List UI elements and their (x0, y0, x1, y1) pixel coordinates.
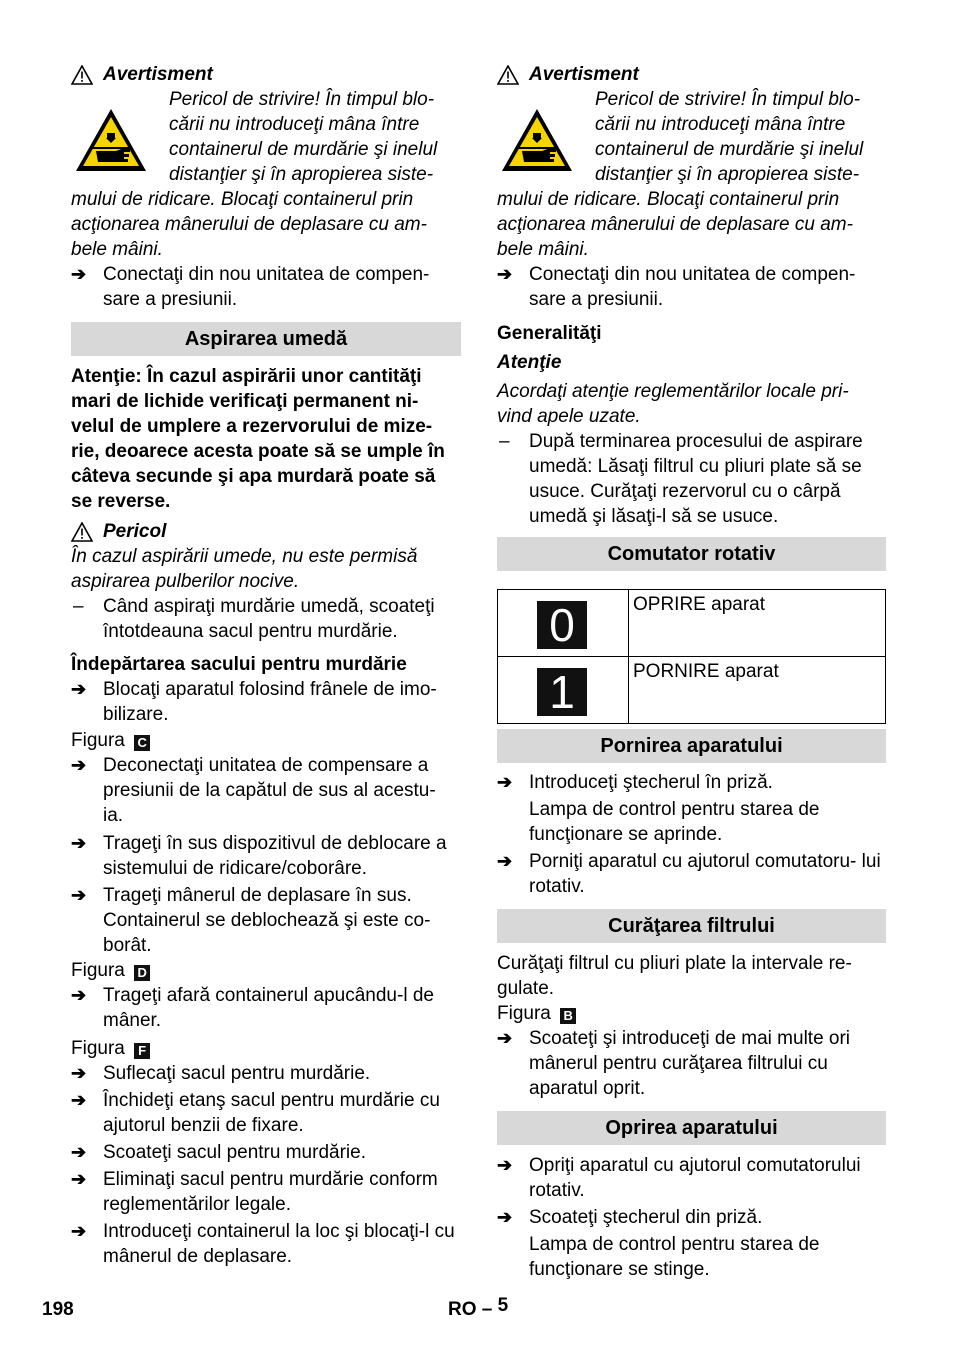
warning-line: Pericol de strivire! În timpul blo- (169, 89, 435, 110)
switch-symbol-cell (498, 657, 629, 724)
arrow-right-icon: ➔ (71, 1090, 87, 1110)
figure-reference (497, 1001, 886, 1026)
instruction-item (497, 1026, 886, 1101)
instruction-item (71, 1140, 461, 1165)
warning-line: containerul de murdărie şi inelul (595, 139, 864, 160)
switch-symbol-off: 0 (537, 601, 587, 649)
figure-letter-d: D (134, 965, 150, 981)
footer-dash: – (481, 1299, 493, 1320)
arrow-right-icon: ➔ (71, 1063, 87, 1083)
warning-line: cării nu introduceţi mâna între (169, 114, 420, 135)
danger-text: În cazul aspirării umede, nu este permisă aspirarea pulberilor nocive. (71, 546, 418, 592)
warning-line: distanţier şi în apropierea siste- (595, 164, 860, 185)
table-row (498, 590, 886, 657)
danger-title: Pericol (103, 521, 167, 542)
instruction-item (497, 1153, 886, 1203)
result-text: Lampa de control pentru starea de funcţionare se aprinde. (529, 799, 820, 845)
warning-triangle-icon (497, 65, 519, 85)
attention-title: Atenţie (497, 352, 562, 373)
figure-reference (71, 728, 461, 753)
arrow-right-icon: ➔ (497, 264, 513, 284)
arrow-right-icon: ➔ (71, 755, 87, 775)
warning-title: Avertisment (103, 64, 213, 85)
instruction-text: Trageţi mânerul de deplasare în sus. Containerul se deblochează şi este co- borât. (103, 885, 431, 956)
instruction-item (497, 770, 886, 795)
right-column (497, 62, 886, 1282)
instruction-text: Opriţi aparatul cu ajutorul comutatorului rotativ. (529, 1155, 861, 1201)
figure-letter-f: F (134, 1043, 150, 1059)
instruction-text: Trageţi afară containerul apucându-l de mâner. (103, 985, 434, 1031)
arrow-right-icon: ➔ (71, 885, 87, 905)
switch-table (497, 589, 886, 724)
crush-hazard-hand-icon (74, 107, 148, 173)
figure-reference (71, 1036, 461, 1061)
section-heading: Pornirea aparatului (497, 729, 886, 763)
warning-line: distanţier şi în apropierea siste- (169, 164, 434, 185)
warning-heading (71, 62, 461, 87)
instruction-text: Conectaţi din nou unitatea de compen- sare a presiunii. (529, 264, 856, 310)
instruction-text: Conectaţi din nou unitatea de compen- sare a presiunii. (103, 264, 430, 310)
dash-text: Când aspiraţi murdărie umedă, scoateţi întotdeauna sacul pentru murdărie. (103, 596, 435, 642)
instruction-item (71, 831, 461, 881)
warning-triangle-icon (71, 522, 93, 542)
instruction-text: Deconectaţi unitatea de compensare a presiunii de la capătul de sus al acestu- ia. (103, 755, 436, 826)
instruction-item (71, 1219, 461, 1269)
switch-symbol-cell (498, 590, 629, 657)
filter-text: Curăţaţi filtrul cu pliuri plate la intervale re- gulate. (497, 953, 852, 999)
section-heading: Comutator rotativ (497, 537, 886, 571)
dash-marker: – (499, 431, 510, 452)
instruction-item (497, 1205, 886, 1230)
warning-line: containerul de murdărie şi inelul (169, 139, 438, 160)
switch-symbol-on: 1 (537, 668, 587, 716)
warning-line: mului de ridicare. Blocaţi containerul prin (71, 189, 414, 210)
instruction-item (497, 849, 886, 899)
instruction-item (71, 262, 461, 312)
figure-label: Figura (497, 1003, 551, 1024)
attention-text: Acordaţi atenţie reglementărilor locale pri- vind apele uzate. (497, 381, 849, 427)
instruction-text: Scoateţi şi introduceţi de mai multe ori mânerul pentru curăţarea filtrului cu aparatul oprit. (529, 1028, 851, 1099)
instruction-text: Scoateţi ştecherul din priză. (529, 1207, 763, 1228)
arrow-right-icon: ➔ (497, 851, 513, 871)
switch-label-off: OPRIRE aparat (629, 590, 886, 657)
arrow-right-icon: ➔ (497, 1028, 513, 1048)
section-heading: Curăţarea filtrului (497, 909, 886, 943)
arrow-right-icon: ➔ (71, 833, 87, 853)
warning-line: Pericol de strivire! În timpul blo- (595, 89, 861, 110)
instruction-text: Eliminaţi sacul pentru murdărie conform reglementărilor legale. (103, 1169, 438, 1215)
figure-label: Figura (71, 730, 125, 751)
figure-label: Figura (71, 1038, 125, 1059)
switch-label-on: PORNIRE aparat (629, 657, 886, 724)
figure-reference (71, 958, 461, 983)
instruction-item (71, 1167, 461, 1217)
arrow-right-icon: ➔ (71, 985, 87, 1005)
arrow-right-icon: ➔ (497, 772, 513, 792)
arrow-right-icon: ➔ (497, 1207, 513, 1227)
warning-line: bele mâini. (71, 239, 163, 260)
warning-line: cării nu introduceţi mâna între (595, 114, 846, 135)
instruction-item (71, 1061, 461, 1086)
instruction-item (71, 883, 461, 958)
figure-letter-c: C (134, 735, 150, 751)
instruction-item (497, 262, 886, 312)
instruction-text: Închideţi etanş sacul pentru murdărie cu ajutorul benzii de fixare. (103, 1090, 440, 1136)
dash-text: După terminarea procesului de aspirare umedă: Lăsaţi filtrul cu pliuri plate să se usuce. Curăţaţi rezervorul cu o cârpă umedă şi lăsaţi-l să se usuce. (529, 431, 863, 527)
instruction-item (71, 677, 461, 727)
warning-body (71, 87, 461, 262)
instruction-item (71, 753, 461, 828)
warning-body (497, 87, 886, 262)
footer-lang (448, 1297, 508, 1322)
footer-subpage: 5 (497, 1295, 509, 1316)
instruction-text: Blocaţi aparatul folosind frânele de imo- bilizare. (103, 679, 437, 725)
result-text: Lampa de control pentru starea de funcţionare se stinge. (529, 1234, 820, 1280)
arrow-right-icon: ➔ (71, 1169, 87, 1189)
table-row (498, 657, 886, 724)
warning-line: acţionarea mânerului de deplasare cu am- (497, 214, 853, 235)
arrow-right-icon: ➔ (497, 1155, 513, 1175)
arrow-right-icon: ➔ (71, 1142, 87, 1162)
arrow-right-icon: ➔ (71, 679, 87, 699)
instruction-text: Suflecaţi sacul pentru murdărie. (103, 1063, 371, 1084)
warning-title: Avertisment (529, 64, 639, 85)
dash-item (71, 594, 461, 644)
page-number: 198 (42, 1299, 74, 1320)
warning-heading (497, 62, 886, 87)
figure-letter-b: B (560, 1008, 576, 1024)
arrow-right-icon: ➔ (71, 1221, 87, 1241)
section-heading: Aspirarea umedă (71, 322, 461, 356)
instruction-text: Introduceţi containerul la loc şi blocaţi-l cu mânerul de deplasare. (103, 1221, 455, 1267)
instruction-item (71, 1088, 461, 1138)
section-heading: Oprirea aparatului (497, 1111, 886, 1145)
instruction-text: Trageţi în sus dispozitivul de deblocare a sistemului de ridicare/coborâre. (103, 833, 447, 879)
footer-lang-code: RO (448, 1299, 477, 1320)
subsection-heading: Generalităţi (497, 323, 602, 344)
attention-paragraph: Atenţie: În cazul aspirării unor cantităţi mari de lichide verificaţi permanent ni- velul de umplere a rezervorului de mize- rie, deoarece acesta poate să se umple în câteva secunde şi apa murdară poate să se reverse. (71, 366, 445, 512)
crush-hazard-hand-icon (500, 107, 574, 173)
warning-triangle-icon (71, 65, 93, 85)
dash-marker: – (73, 596, 84, 617)
warning-line: mului de ridicare. Blocaţi containerul prin (497, 189, 840, 210)
warning-line: acţionarea mânerului de deplasare cu am- (71, 214, 427, 235)
figure-label: Figura (71, 960, 125, 981)
left-column (71, 62, 461, 1269)
dash-item (497, 429, 886, 529)
instruction-text: Scoateţi sacul pentru murdărie. (103, 1142, 366, 1163)
arrow-right-icon: ➔ (71, 264, 87, 284)
instruction-text: Porniţi aparatul cu ajutorul comutatoru- lui rotativ. (529, 851, 881, 897)
instruction-item (71, 983, 461, 1033)
subsection-heading: Îndepărtarea sacului pentru murdărie (71, 654, 407, 675)
danger-heading (71, 519, 461, 544)
warning-line: bele mâini. (497, 239, 589, 260)
instruction-text: Introduceţi ştecherul în priză. (529, 772, 773, 793)
